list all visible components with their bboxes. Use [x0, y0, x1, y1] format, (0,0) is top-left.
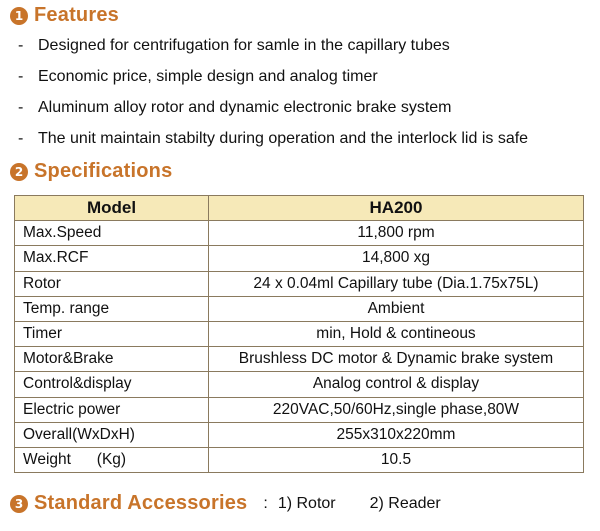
accessories-title: Standard Accessories — [34, 492, 248, 514]
specifications-heading — [10, 160, 172, 183]
number-one-badge-icon: 1 — [10, 7, 28, 25]
feature-text: Economic price, simple design and analog timer — [38, 68, 378, 85]
table-row: Temp. range Ambient — [15, 296, 584, 321]
table-row: Rotor 24 x 0.04ml Capillary tube (Dia.1.75x75L) — [15, 271, 584, 296]
specifications-title: Specifications — [34, 160, 173, 182]
table-row: Max.RCF 14,800 xg — [15, 246, 584, 271]
accessories-list — [253, 495, 450, 513]
features-list — [18, 34, 528, 158]
feature-text: Aluminum alloy rotor and dynamic electronic brake system — [38, 99, 452, 116]
list-item: - The unit maintain stabilty during operation and the interlock lid is safe — [18, 130, 529, 147]
table-row: Motor&Brake Brushless DC motor & Dynamic brake system — [15, 347, 584, 372]
list-item: - Designed for centrifugation for samle in the capillary tubes — [18, 37, 450, 54]
table-row: Control&display Analog control & display — [15, 372, 584, 397]
table-row: Timer min, Hold & contineous — [15, 321, 584, 346]
feature-text: The unit maintain stabilty during operation and the interlock lid is safe — [38, 130, 529, 147]
accessory-item: 2) Reader — [369, 494, 441, 512]
accessories-heading — [10, 492, 451, 515]
model-value-header: HA200 — [209, 196, 584, 221]
model-header: Model — [15, 196, 209, 221]
list-item: - Aluminum alloy rotor and dynamic electronic brake system — [18, 99, 452, 116]
number-three-badge-icon: 3 — [10, 495, 28, 513]
accessory-item: 1) Rotor — [277, 494, 336, 512]
feature-text: Designed for centrifugation for samle in the capillary tubes — [38, 37, 450, 54]
table-row: Electric power 220VAC,50/60Hz,single phase,80W — [15, 397, 584, 422]
accessories-separator: : — [263, 494, 268, 512]
table-row: Max.Speed 11,800 rpm — [15, 221, 584, 246]
specifications-table — [14, 195, 584, 473]
list-item: - Economic price, simple design and analog timer — [18, 68, 378, 85]
table-row: Weight (Kg) 10.5 — [15, 447, 584, 472]
features-title: Features — [34, 4, 119, 26]
features-heading — [10, 4, 119, 27]
table-row: Overall(WxDxH) 255x310x220mm — [15, 422, 584, 447]
table-header-row — [15, 196, 584, 221]
number-two-badge-icon: 2 — [10, 163, 28, 181]
